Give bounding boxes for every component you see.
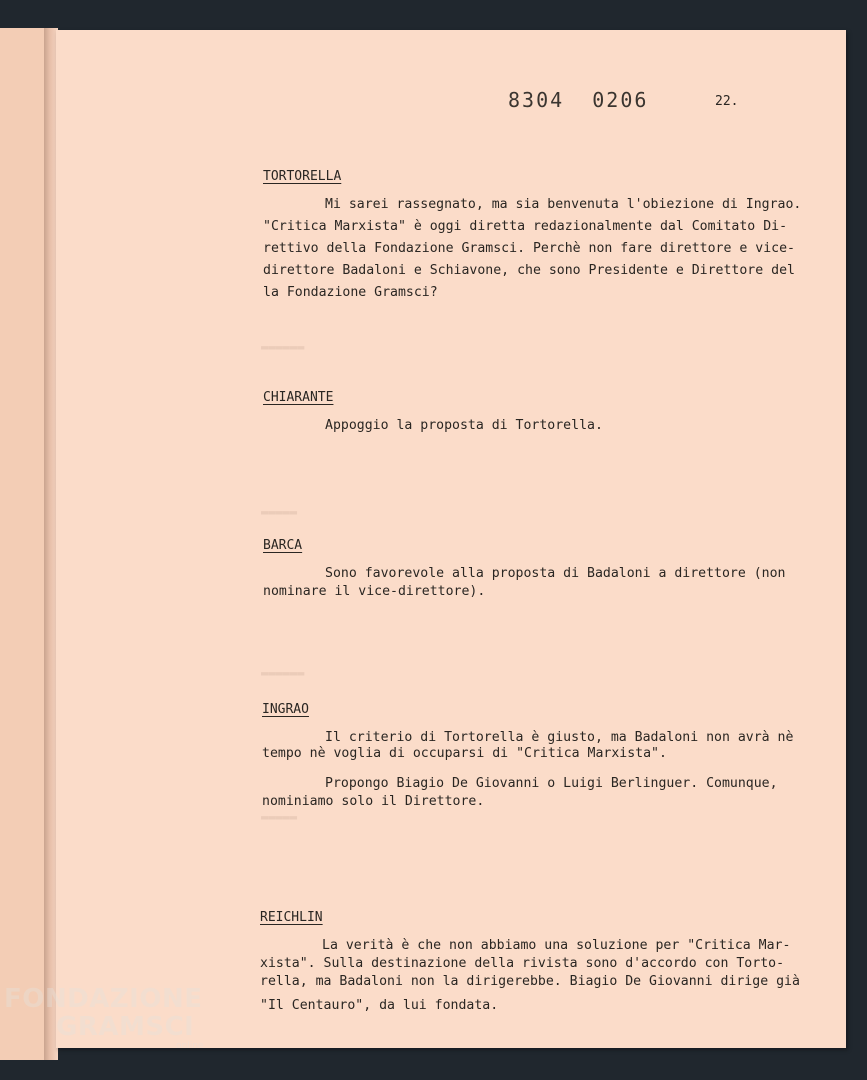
- bleed-through-mark: ▬▬▬▬▬▬: [261, 340, 305, 354]
- speaker-heading: CHIARANTE: [263, 390, 334, 405]
- text-line: la Fondazione Gramsci?: [263, 285, 438, 300]
- bleed-through-mark: ▬▬▬▬▬▬: [261, 666, 305, 680]
- text-line: rettivo della Fondazione Gramsci. Perchè non fare direttore e vice-: [263, 241, 795, 256]
- watermark-line-2: GRAMSCI: [56, 1012, 195, 1042]
- page-number: 22.: [715, 94, 739, 109]
- text-line: nominiamo solo il Direttore.: [262, 794, 485, 809]
- text-line: Propongo Biagio De Giovanni o Luigi Berlinguer. Comunque,: [325, 776, 778, 791]
- text-line: Mi sarei rassegnato, ma sia benvenuta l'obiezione di Ingrao.: [325, 197, 802, 212]
- speaker-heading: REICHLIN: [260, 910, 323, 925]
- speaker-heading: INGRAO: [262, 702, 309, 717]
- text-line: Il criterio di Tortorella è giusto, ma Badaloni non avrà nè: [325, 730, 794, 745]
- watermark-line-3: online: [176, 1041, 204, 1051]
- document-number: 8304 0206: [508, 88, 649, 112]
- text-line: nominare il vice-direttore).: [263, 584, 486, 599]
- text-line: tempo nè voglia di occuparsi di "Critica Marxista".: [262, 746, 667, 761]
- facing-page-edge: [0, 28, 50, 1060]
- text-line: direttore Badaloni e Schiavone, che sono Presidente e Direttore del: [263, 263, 795, 278]
- text-line: Sono favorevole alla proposta di Badaloni a direttore (non: [325, 566, 786, 581]
- text-line: xista". Sulla destinazione della rivista sono d'accordo con Torto-: [260, 956, 785, 971]
- speaker-heading: TORTORELLA: [263, 169, 342, 184]
- bleed-through-mark: ▬▬▬▬▬: [261, 505, 298, 519]
- fondazione-gramsci-watermark: [4, 986, 203, 1051]
- text-line: Appoggio la proposta di Tortorella.: [325, 418, 603, 433]
- text-line: rella, ma Badaloni non la dirigerebbe. Biagio De Giovanni dirige già: [260, 974, 800, 989]
- watermark-line-1: FONDAZIONE: [4, 984, 203, 1014]
- speaker-heading: BARCA: [263, 538, 303, 553]
- text-line: La verità è che non abbiamo una soluzione per "Critica Mar-: [322, 938, 791, 953]
- text-line: "Critica Marxista" è oggi diretta redazionalmente dal Comitato Di-: [263, 219, 788, 234]
- document-page: [56, 30, 846, 1048]
- text-line: "Il Centauro", da lui fondata.: [260, 998, 499, 1013]
- bleed-through-mark: ▬▬▬▬▬: [261, 810, 298, 824]
